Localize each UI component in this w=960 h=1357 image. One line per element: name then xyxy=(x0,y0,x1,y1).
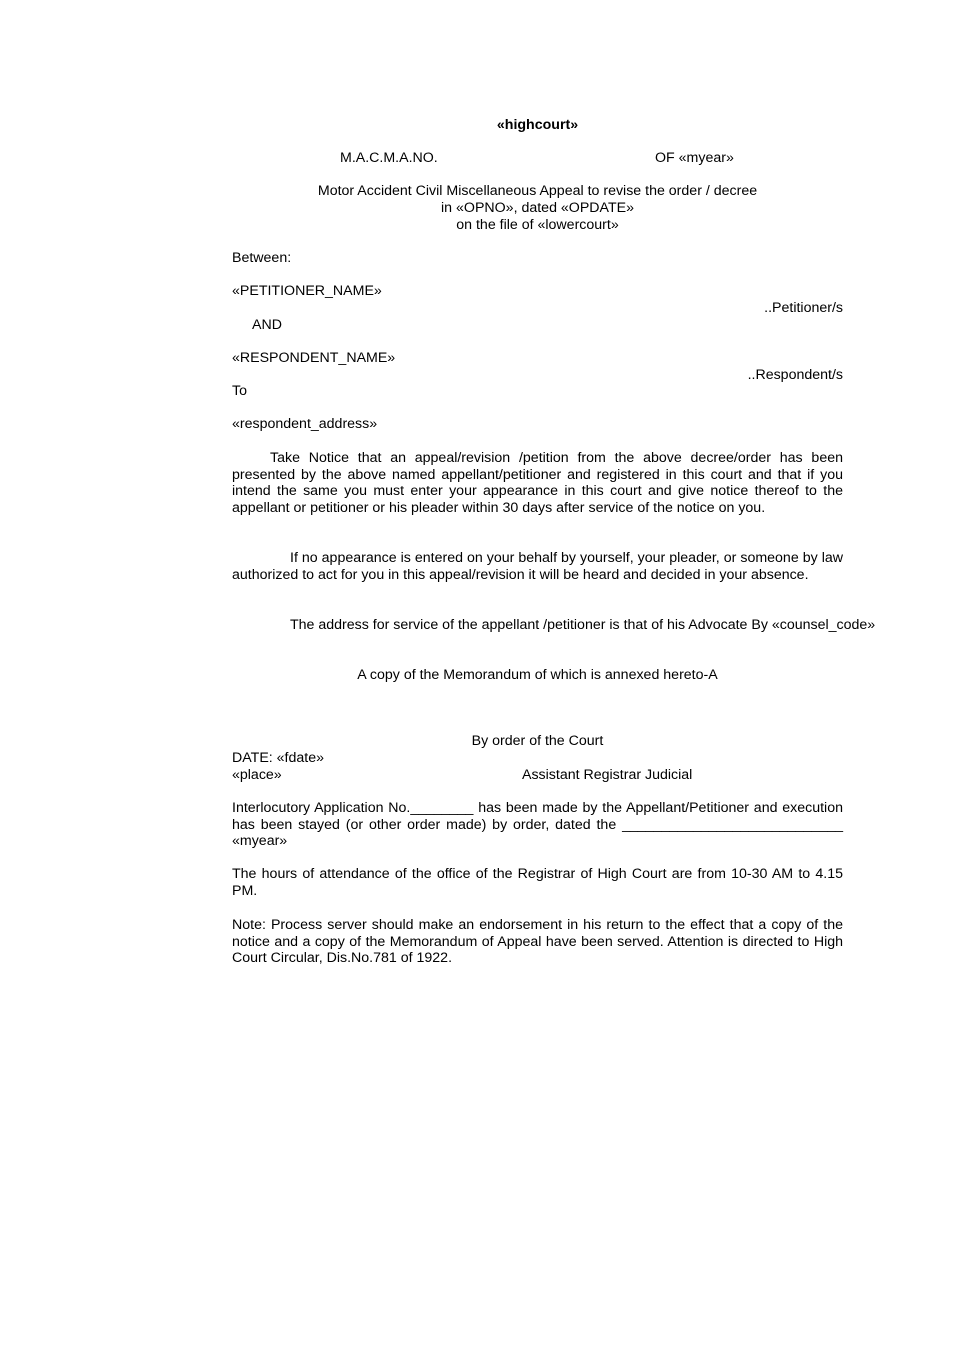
appeal-description-line1: Motor Accident Civil Miscellaneous Appeal to revise the order / decree xyxy=(317,183,758,199)
registrar-designation: Assistant Registrar Judicial xyxy=(522,767,693,783)
between-label: Between: xyxy=(232,250,292,266)
appeal-description-line2: in «OPNO», dated «OPDATE» xyxy=(441,200,634,216)
by-order-of-court: By order of the Court xyxy=(471,733,604,749)
to-label: To xyxy=(232,383,247,399)
memorandum-copy-line: A copy of the Memorandum of which is annexed hereto-A xyxy=(357,667,718,683)
and-label: AND xyxy=(252,317,282,333)
petitioner-role: ..Petitioner/s xyxy=(764,300,843,316)
respondent-name: «RESPONDENT_NAME» xyxy=(232,350,396,366)
respondent-role: ..Respondent/s xyxy=(747,367,843,383)
court-title: «highcourt» xyxy=(496,117,579,133)
no-appearance-paragraph: If no appearance is entered on your behalf by yourself, your pleader, or someone by law authorized to act for you in this appeal/revision it will be heard and decided in your absence. xyxy=(232,550,843,583)
attendance-hours-paragraph: The hours of attendance of the office of the Registrar of High Court are from 10-30 AM to 4.15 PM. xyxy=(232,866,843,899)
case-year: OF «myear» xyxy=(655,150,734,166)
process-server-note: Note: Process server should make an endorsement in his return to the effect that a copy of the notice and a copy of the Memorandum of Appeal have been served. Attention is directed to High Court Circular, Dis.No.781 of 1922. xyxy=(232,917,843,967)
respondent-address: «respondent_address» xyxy=(232,416,378,432)
place-line: «place» xyxy=(232,767,282,783)
appeal-description-line3: on the file of «lowercourt» xyxy=(456,217,619,233)
petitioner-name: «PETITIONER_NAME» xyxy=(232,283,382,299)
date-line: DATE: «fdate» xyxy=(232,750,325,766)
interlocutory-paragraph: Interlocutory Application No.________ has been made by the Appellant/Petitioner and execution has been stayed (or other order made) by order, dated the ____________________________ «myear» xyxy=(232,800,843,850)
take-notice-paragraph: Take Notice that an appeal/revision /petition from the above decree/order has been presented by the above named appellant/petitioner and registered in this court and that if you intend the same you must enter your appearance in this court and give notice thereof to the appellant or petitioner or his pleader within 30 days after service of the notice on you. xyxy=(232,450,843,516)
case-number-label: M.A.C.M.A.NO. xyxy=(340,150,438,166)
address-for-service: The address for service of the appellant /petitioner is that of his Advocate By «counsel_code» xyxy=(290,617,876,633)
